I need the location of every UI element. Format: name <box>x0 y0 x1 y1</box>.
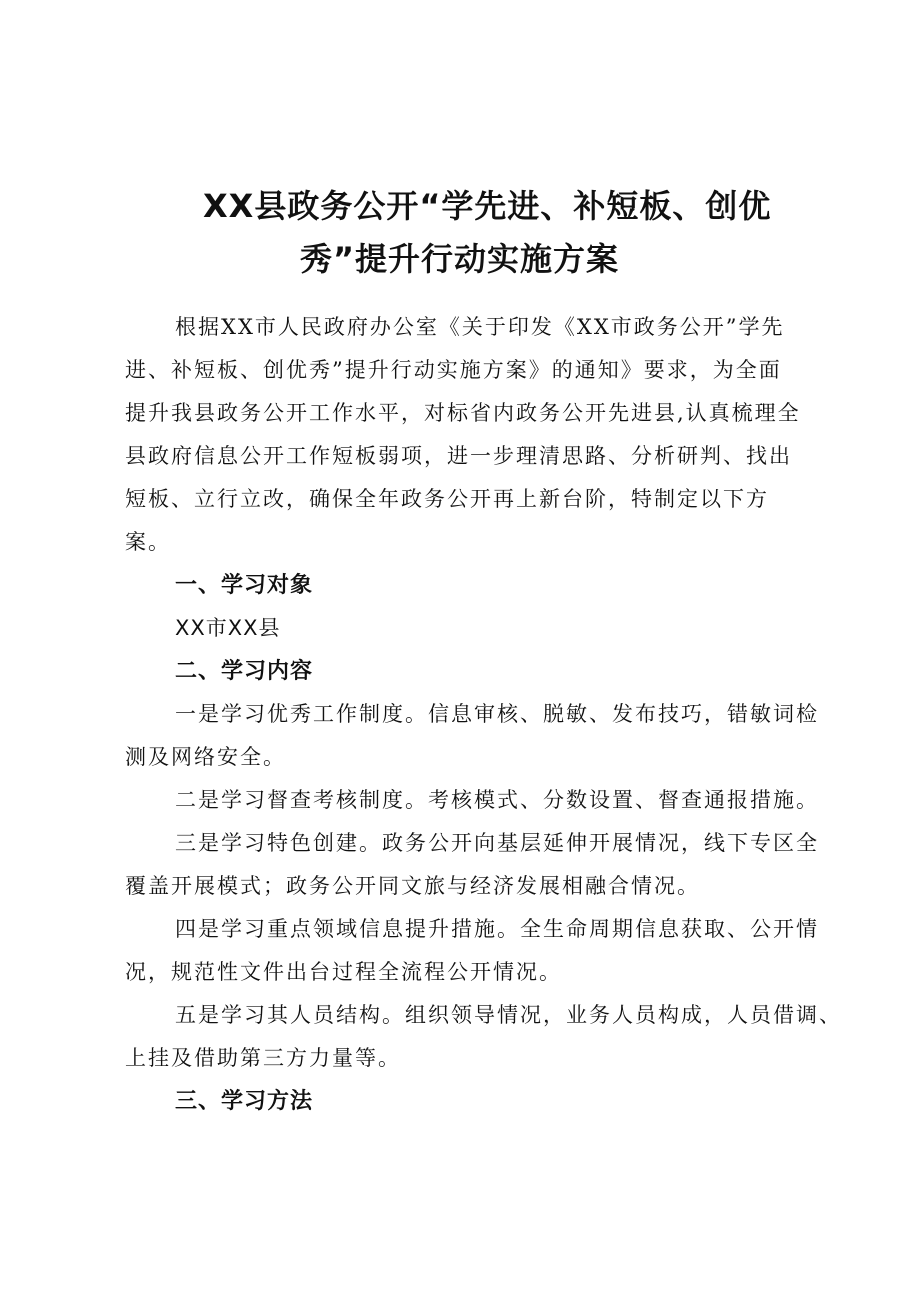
content-item-line: 测及网络安全。 <box>125 745 286 769</box>
section-heading-study-target: 一、学习对象 <box>175 573 314 598</box>
document-title-line-2: 秀”提升行动实施方案 <box>300 240 620 278</box>
content-item-line: 上挂及借助第三方力量等。 <box>125 1046 401 1070</box>
intro-line: 县政府信息公开工作短板弱项，进一步理清思路、分析研判、找出 <box>125 444 792 468</box>
intro-line: 短板、立行立改，确保全年政务公开再上新台阶，特制定以下方 <box>125 487 769 511</box>
document-title-line-1: XX县政务公开“学先进、补短板、创优 <box>203 187 772 225</box>
intro-line: 进、补短板、创优秀”提升行动实施方案》的通知》要求，为全面 <box>125 358 782 382</box>
content-item-line: 二是学习督查考核制度。考核模式、分数设置、督查通报措施。 <box>175 788 819 812</box>
intro-line: 根据XX市人民政府办公室《关于印发《XX市政务公开”学先 <box>175 315 785 339</box>
content-item-line: 一是学习优秀工作制度。信息审核、脱敏、发布技巧，错敏词检 <box>175 702 819 726</box>
content-item-line: 况，规范性文件出台过程全流程公开情况。 <box>125 960 562 984</box>
intro-line: 提升我县政务公开工作水平，对标省内政务公开先进县,认真梳理全 <box>125 401 801 425</box>
content-item-line: 四是学习重点领域信息提升措施。全生命周期信息获取、公开情 <box>175 917 819 941</box>
content-item-line: 覆盖开展模式；政务公开同文旅与经济发展相融合情况。 <box>125 874 700 898</box>
study-target-content: XX市XX县 <box>175 616 281 640</box>
content-item-line: 五是学习其人员结构。组织领导情况，业务人员构成，人员借调、 <box>175 1003 842 1027</box>
section-heading-study-method: 三、学习方法 <box>175 1089 314 1114</box>
intro-line: 案。 <box>125 530 171 554</box>
document-body <box>0 306 920 1123</box>
section-heading-study-content: 二、学习内容 <box>175 659 314 684</box>
content-item-line: 三是学习特色创建。政务公开向基层延伸开展情况，线下专区全 <box>175 831 819 855</box>
